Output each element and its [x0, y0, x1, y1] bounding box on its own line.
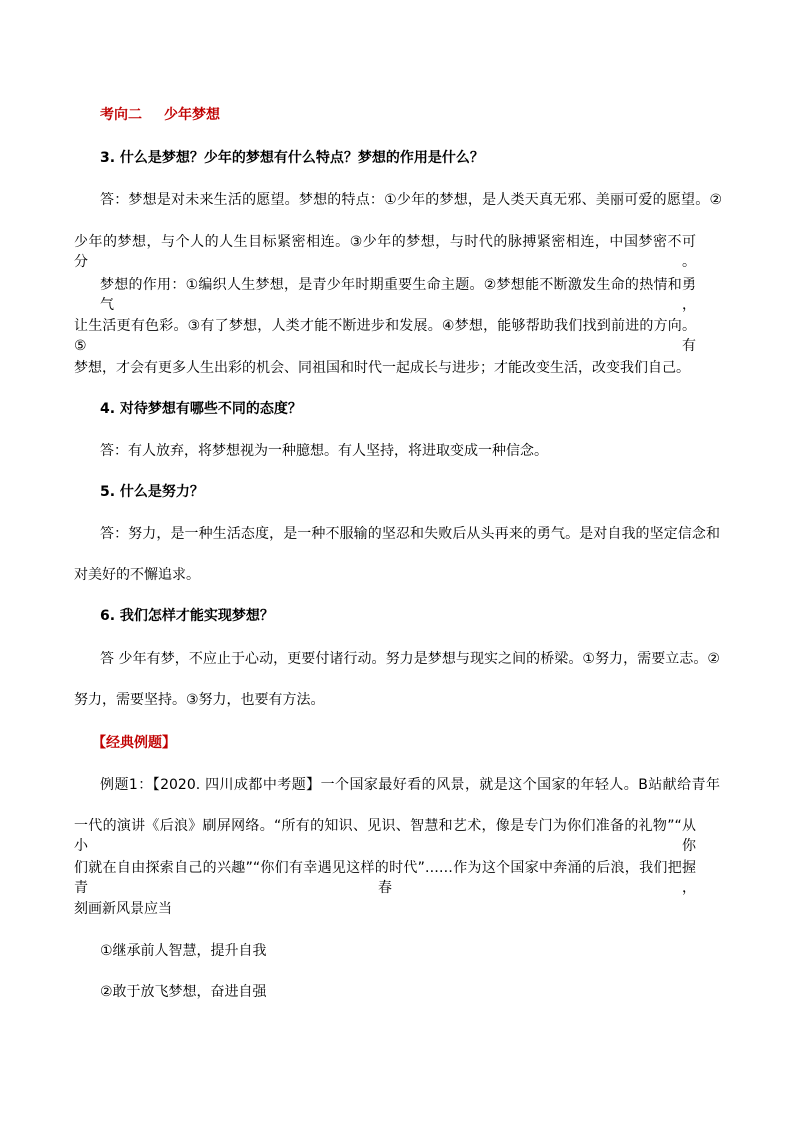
example-header: 【经典例题】 [92, 735, 176, 751]
example-line-3: 们就在自由探索自己的兴趣”“你们有幸遇见这样的时代”……作为这个国家中奔涌的后浪，我们把握青春， [74, 860, 696, 896]
section-title: 少年梦想 [164, 107, 220, 123]
example-line-2: 一代的演讲《后浪》刷屏网络。“所有的知识、见识、智慧和艺术，像是专门为你们准备的礼物”“从小你 [74, 818, 696, 854]
section-tag: 考向二 [100, 107, 142, 123]
option-1: ①继承前人智慧，提升自我 [100, 943, 267, 959]
question-4: 4. 对待梦想有哪些不同的态度？ [100, 401, 302, 417]
example-line-4: 刻画新风景应当 [74, 901, 172, 917]
answer-3-line-4: 让生活更有色彩。③有了梦想，人类才能不断进步和发展。④梦想，能够帮助我们找到前进的方向。⑤有 [74, 318, 696, 354]
answer-3-line-2: 少年的梦想，与个人的人生目标紧密相连。③少年的梦想，与时代的脉搏紧密相连，中国梦密不可分。 [74, 234, 696, 270]
section-heading [100, 105, 220, 125]
answer-5-line-1: 答：努力，是一种生活态度，是一种不服输的坚忍和失败后从头再来的勇气。是对自我的坚定信念和 [100, 526, 720, 542]
answer-3-line-5: 梦想，才会有更多人生出彩的机会、同祖国和时代一起成长与进步；才能改变生活，改变我们自己。 [74, 360, 690, 376]
answer-5-line-2: 对美好的不懈追求。 [74, 567, 200, 583]
question-6: 6. 我们怎样才能实现梦想？ [100, 608, 274, 624]
answer-6-line-1: 答 少年有梦，不应止于心动，更要付诸行动。努力是梦想与现实之间的桥梁。①努力，需要立志。② [100, 651, 720, 667]
answer-4: 答：有人放弃，将梦想视为一种臆想。有人坚持，将进取变成一种信念。 [100, 443, 548, 459]
question-5: 5. 什么是努力？ [100, 484, 204, 500]
answer-6-line-2: 努力，需要坚持。③努力，也要有方法。 [74, 692, 325, 708]
example-line-1: 例题1：【2020. 四川成都中考题】一个国家最好看的风景，就是这个国家的年轻人。B站献给青年 [100, 777, 720, 793]
answer-3-line-3: 梦想的作用：①编织人生梦想，是青少年时期重要生命主题。②梦想能不断激发生命的热情和勇气， [100, 277, 696, 313]
answer-3-line-1: 答：梦想是对未来生活的愿望。梦想的特点：①少年的梦想，是人类天真无邪、美丽可爱的愿望。② [100, 192, 722, 208]
option-2: ②敢于放飞梦想，奋进自强 [100, 984, 267, 1000]
question-3: 3. 什么是梦想？少年的梦想有什么特点？梦想的作用是什么？ [100, 150, 484, 166]
